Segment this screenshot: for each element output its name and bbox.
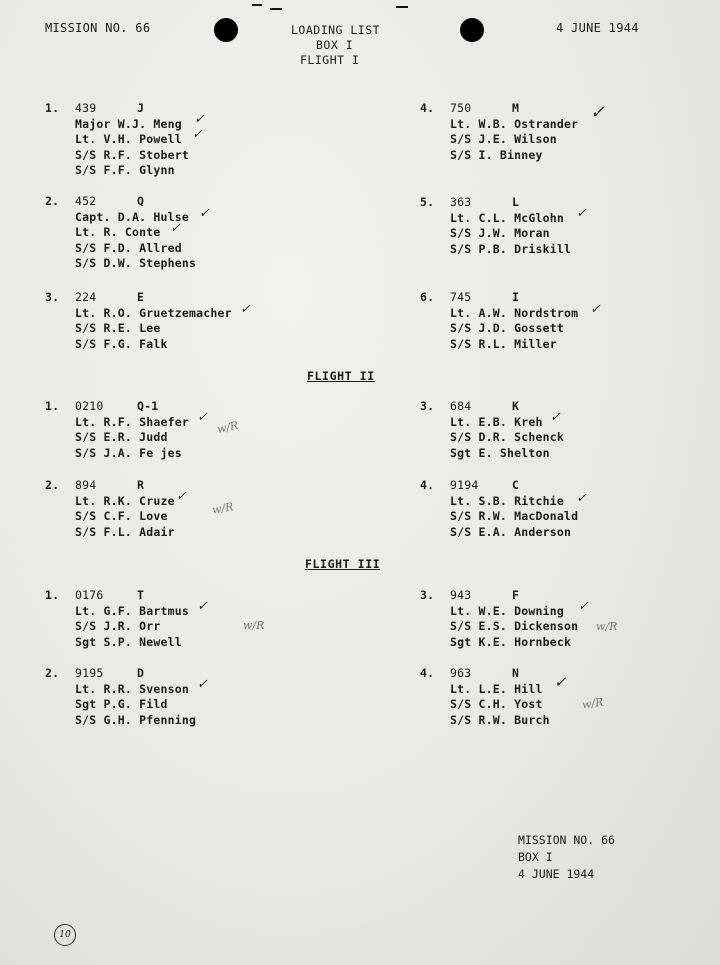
tail-number: 363 <box>450 195 472 209</box>
tail-number: 224 <box>75 290 97 304</box>
crew-member: Capt. D.A. Hulse <box>75 209 189 224</box>
box-label: BOX I <box>316 38 354 52</box>
tail-number: 894 <box>75 478 97 492</box>
entry-number: 5. <box>420 195 435 209</box>
aircraft-entry <box>420 290 579 352</box>
top-mark <box>270 8 282 10</box>
crew-member: Lt. R.K. Cruze <box>75 493 175 508</box>
crew-member: S/S C.F. Love <box>75 509 168 523</box>
crew-member: S/S R.E. Lee <box>75 321 161 335</box>
handwritten-check-icon: ✓ <box>578 599 589 614</box>
crew-member: S/S C.H. Yost <box>450 697 543 711</box>
entry-number: 3. <box>420 588 435 602</box>
handwritten-check-icon: ✓ <box>197 410 208 425</box>
handwritten-check-icon: ✓ <box>550 410 561 425</box>
tail-number: 9195 <box>75 666 104 680</box>
crew-member: Lt. R.F. Shaefer <box>75 414 189 429</box>
entry-number: 6. <box>420 290 435 304</box>
crew-member: S/S F.L. Adair <box>75 524 175 539</box>
entry-number: 4. <box>420 101 435 115</box>
crew-member: Sgt K.E. Hornbeck <box>450 634 572 649</box>
entry-number: 1. <box>45 588 60 602</box>
crew-member: S/S D.W. Stephens <box>75 256 197 270</box>
entry-number: 4. <box>420 666 435 680</box>
entry-number: 2. <box>45 194 60 208</box>
aircraft-entry <box>45 478 175 540</box>
aircraft-letter: Q-1 <box>137 399 159 413</box>
crew-member: Lt. G.F. Bartmus <box>75 603 189 618</box>
handwritten-wr-note: w/R <box>215 418 240 437</box>
crew-member: S/S P.B. Driskill <box>450 241 572 256</box>
entry-number: 4. <box>420 478 435 492</box>
crew-member: S/S R.L. Miller <box>450 336 557 351</box>
crew-member: Major W.J. Meng <box>75 116 182 131</box>
aircraft-entry <box>420 195 572 257</box>
handwritten-check-icon: ✓ <box>197 677 208 692</box>
punch-hole-left <box>214 18 238 42</box>
aircraft-entry <box>45 399 189 461</box>
entry-number: 3. <box>45 290 60 304</box>
crew-member: Lt. C.L. McGlohn <box>450 210 564 225</box>
crew-member: S/S D.R. Schenck <box>450 430 564 444</box>
handwritten-check-icon: ✓ <box>590 302 601 317</box>
handwritten-check-icon: ✓ <box>176 489 187 504</box>
crew-member: S/S J.W. Moran <box>450 226 550 240</box>
handwritten-check-icon: ✓ <box>199 206 210 221</box>
aircraft-letter: F <box>512 588 520 602</box>
aircraft-letter: N <box>512 666 520 680</box>
handwritten-check-icon: ✓ <box>590 102 606 123</box>
crew-member: Sgt E. Shelton <box>450 445 550 460</box>
aircraft-entry <box>420 588 579 650</box>
crew-member: Sgt P.G. Fild <box>75 697 168 711</box>
crew-member: S/S G.H. Pfenning <box>75 712 197 727</box>
crew-member: S/S J.D. Gossett <box>450 321 564 335</box>
crew-member: S/S R.W. Burch <box>450 712 550 727</box>
tail-number: 9194 <box>450 478 479 492</box>
crew-member: S/S E.S. Dickenson <box>450 619 579 633</box>
mission-date: 4 JUNE 1944 <box>556 21 639 35</box>
aircraft-entry <box>420 666 550 728</box>
mission-number: MISSION NO. 66 <box>45 21 151 35</box>
tail-number: 745 <box>450 290 472 304</box>
aircraft-entry <box>45 588 189 650</box>
aircraft-entry <box>420 478 579 540</box>
tail-number: 439 <box>75 101 97 115</box>
aircraft-letter: E <box>137 290 145 304</box>
handwritten-wr-note: w/R <box>211 500 235 517</box>
entry-number: 3. <box>420 399 435 413</box>
aircraft-letter: L <box>512 195 520 209</box>
entry-number: 1. <box>45 101 60 115</box>
punch-hole-right <box>460 18 484 42</box>
crew-member: S/S J.E. Wilson <box>450 132 557 146</box>
handwritten-check-icon: ✓ <box>192 127 203 142</box>
tail-number: 943 <box>450 588 472 602</box>
crew-member: S/S E.R. Judd <box>75 430 168 444</box>
crew-member: S/S J.A. Fe jes <box>75 445 182 460</box>
handwritten-wr-note: w/R <box>596 620 618 633</box>
crew-member: S/S E.A. Anderson <box>450 524 572 539</box>
aircraft-entry <box>45 101 189 179</box>
crew-member: S/S R.W. MacDonald <box>450 509 579 523</box>
handwritten-wr-note: w/R <box>243 619 265 632</box>
entry-number: 2. <box>45 666 60 680</box>
aircraft-entry <box>45 666 197 728</box>
handwritten-check-icon: ✓ <box>170 221 181 236</box>
aircraft-letter: J <box>137 101 145 115</box>
aircraft-letter: C <box>512 478 520 492</box>
tail-number: 452 <box>75 194 97 208</box>
aircraft-letter: M <box>512 101 520 115</box>
top-mark <box>396 6 408 8</box>
aircraft-entry <box>420 101 579 163</box>
top-mark <box>252 4 262 6</box>
handwritten-check-icon: ✓ <box>576 491 587 506</box>
tail-number: 684 <box>450 399 472 413</box>
entry-number: 2. <box>45 478 60 492</box>
tail-number: 750 <box>450 101 472 115</box>
aircraft-entry <box>420 399 564 461</box>
tail-number: 0176 <box>75 588 104 602</box>
entry-number: 1. <box>45 399 60 413</box>
crew-member: Lt. R.O. Gruetzemacher <box>75 305 232 320</box>
aircraft-letter: D <box>137 666 145 680</box>
crew-member: Lt. A.W. Nordstrom <box>450 305 579 320</box>
crew-member: S/S F.G. Falk <box>75 336 168 351</box>
flight-two-header: FLIGHT II <box>307 369 375 383</box>
crew-member: Lt. L.E. Hill <box>450 681 543 696</box>
flight-one-header: FLIGHT I <box>300 53 360 67</box>
tail-number: 963 <box>450 666 472 680</box>
handwritten-check-icon: ✓ <box>194 112 205 127</box>
crew-member: Lt. W.E. Downing <box>450 603 564 618</box>
crew-member: Lt. R. Conte <box>75 225 161 239</box>
flight-three-header: FLIGHT III <box>305 557 381 571</box>
crew-member: S/S F.F. Glynn <box>75 163 175 177</box>
aircraft-letter: T <box>137 588 145 602</box>
crew-member: Lt. E.B. Kreh <box>450 414 543 429</box>
handwritten-wr-note: w/R <box>581 695 605 712</box>
crew-member: Sgt S.P. Newell <box>75 634 182 649</box>
crew-member: S/S I. Binney <box>450 147 543 162</box>
aircraft-letter: I <box>512 290 520 304</box>
aircraft-letter: K <box>512 399 520 413</box>
footer-date: 4 JUNE 1944 <box>518 867 595 881</box>
handwritten-check-icon: ✓ <box>197 599 208 614</box>
handwritten-check-icon: ✓ <box>240 302 251 317</box>
crew-member: S/S R.F. Stobert <box>75 147 189 162</box>
crew-member: Lt. V.H. Powell <box>75 132 182 146</box>
aircraft-letter: R <box>137 478 145 492</box>
loading-list-title: LOADING LIST <box>291 23 381 37</box>
crew-member: S/S J.R. Orr <box>75 619 161 633</box>
page-number-mark: 10 <box>54 924 76 946</box>
footer-mission: MISSION NO. 66 <box>518 833 615 847</box>
footer-block <box>518 832 615 883</box>
handwritten-check-icon: ✓ <box>554 673 567 691</box>
crew-member: Lt. R.R. Svenson <box>75 681 189 696</box>
crew-member: Lt. S.B. Ritchie <box>450 493 564 508</box>
footer-box: BOX I <box>518 850 553 864</box>
crew-member: Lt. W.B. Ostrander <box>450 116 579 131</box>
crew-member: S/S F.D. Allred <box>75 240 182 255</box>
aircraft-entry <box>45 290 232 352</box>
tail-number: 0210 <box>75 399 104 413</box>
handwritten-check-icon: ✓ <box>576 206 587 221</box>
aircraft-letter: Q <box>137 194 145 208</box>
